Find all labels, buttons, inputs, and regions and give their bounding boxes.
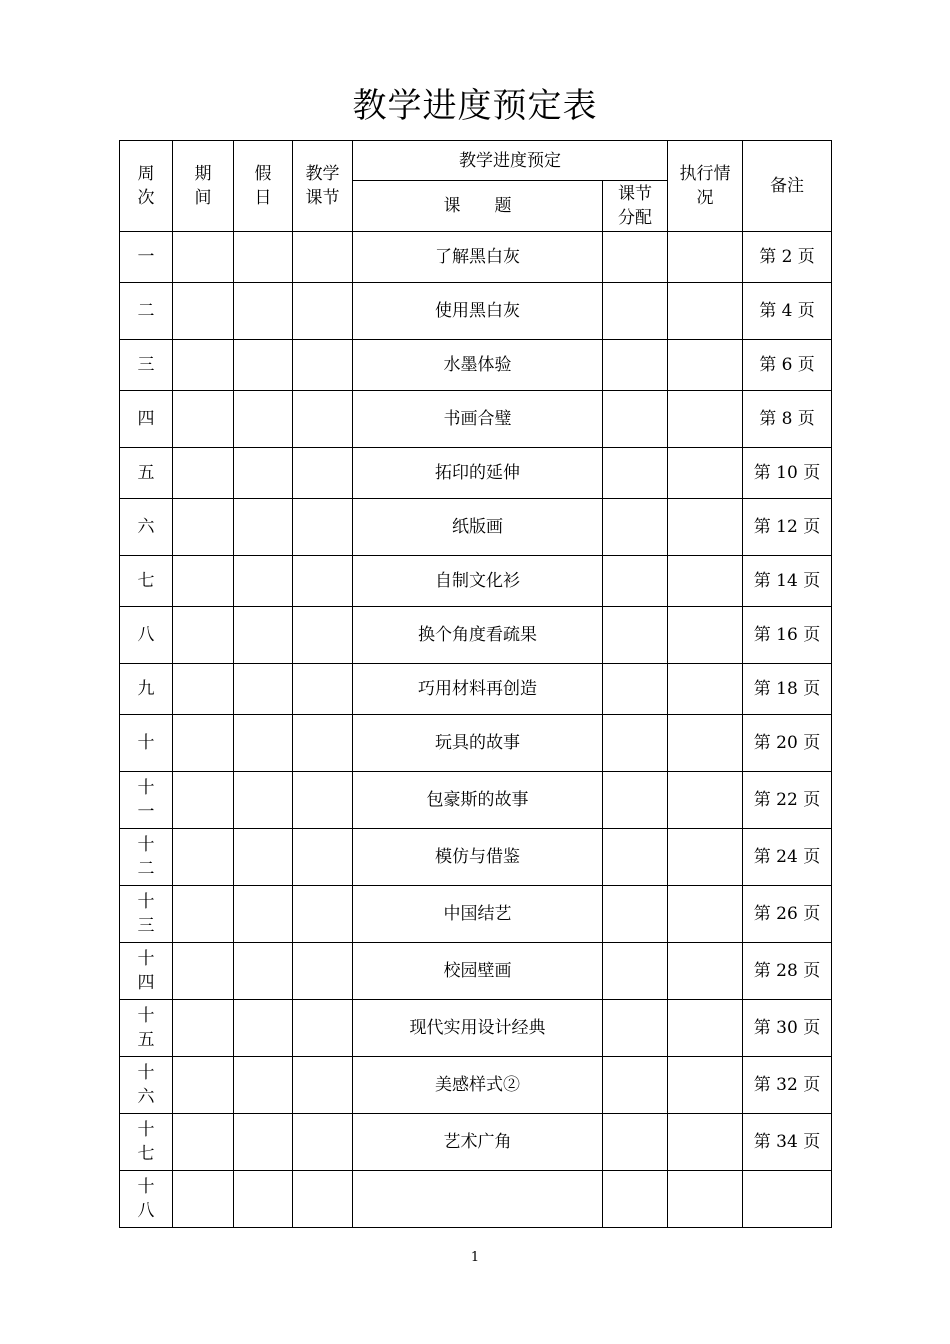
table-row — [120, 829, 832, 886]
table-row — [120, 1000, 832, 1057]
period-cell — [173, 943, 234, 1000]
table-row — [120, 340, 832, 391]
table-row — [120, 1057, 832, 1114]
remark-cell: 第 18 页 — [743, 664, 832, 715]
table-row — [120, 499, 832, 556]
execution-cell — [668, 499, 743, 556]
header-period: 期间 — [173, 141, 234, 232]
week-cell: 五 — [120, 448, 173, 499]
remark-cell: 第 14 页 — [743, 556, 832, 607]
holiday-cell — [234, 607, 293, 664]
lesson-alloc-cell — [603, 772, 668, 829]
teaching-lessons-cell — [293, 1171, 353, 1228]
topic-cell: 了解黑白灰 — [353, 232, 603, 283]
period-cell — [173, 556, 234, 607]
holiday-cell — [234, 1114, 293, 1171]
remark-cell: 第 12 页 — [743, 499, 832, 556]
week-cell: 十六 — [120, 1057, 173, 1114]
period-cell — [173, 664, 234, 715]
teaching-lessons-cell — [293, 391, 353, 448]
execution-cell — [668, 1000, 743, 1057]
topic-cell — [353, 1171, 603, 1228]
holiday-cell — [234, 448, 293, 499]
table-row — [120, 283, 832, 340]
remark-cell: 第 6 页 — [743, 340, 832, 391]
week-cell: 一 — [120, 232, 173, 283]
holiday-cell — [234, 232, 293, 283]
teaching-lessons-cell — [293, 943, 353, 1000]
topic-cell: 美感样式② — [353, 1057, 603, 1114]
period-cell — [173, 715, 234, 772]
remark-cell: 第 34 页 — [743, 1114, 832, 1171]
teaching-lessons-cell — [293, 283, 353, 340]
header-teaching-lessons: 教学课节 — [293, 141, 353, 232]
lesson-alloc-cell — [603, 1114, 668, 1171]
topic-cell: 包豪斯的故事 — [353, 772, 603, 829]
execution-cell — [668, 664, 743, 715]
execution-cell — [668, 943, 743, 1000]
teaching-lessons-cell — [293, 607, 353, 664]
topic-cell: 纸版画 — [353, 499, 603, 556]
topic-cell: 校园壁画 — [353, 943, 603, 1000]
execution-cell — [668, 391, 743, 448]
topic-cell: 拓印的延伸 — [353, 448, 603, 499]
holiday-cell — [234, 664, 293, 715]
table-row — [120, 232, 832, 283]
header-lesson-alloc: 课节分配 — [603, 181, 668, 232]
period-cell — [173, 772, 234, 829]
holiday-cell — [234, 556, 293, 607]
period-cell — [173, 448, 234, 499]
header-topic: 课 题 — [353, 181, 603, 232]
table-row — [120, 1171, 832, 1228]
topic-cell: 玩具的故事 — [353, 715, 603, 772]
week-cell: 十七 — [120, 1114, 173, 1171]
week-cell: 六 — [120, 499, 173, 556]
lesson-alloc-cell — [603, 556, 668, 607]
lesson-alloc-cell — [603, 340, 668, 391]
teaching-lessons-cell — [293, 1057, 353, 1114]
execution-cell — [668, 886, 743, 943]
execution-cell — [668, 1171, 743, 1228]
teaching-lessons-cell — [293, 1114, 353, 1171]
execution-cell — [668, 448, 743, 499]
holiday-cell — [234, 340, 293, 391]
lesson-alloc-cell — [603, 715, 668, 772]
lesson-alloc-cell — [603, 1057, 668, 1114]
week-cell: 三 — [120, 340, 173, 391]
week-cell: 七 — [120, 556, 173, 607]
remark-cell: 第 8 页 — [743, 391, 832, 448]
period-cell — [173, 499, 234, 556]
lesson-alloc-cell — [603, 448, 668, 499]
period-cell — [173, 283, 234, 340]
table-row — [120, 772, 832, 829]
remark-cell: 第 20 页 — [743, 715, 832, 772]
holiday-cell — [234, 715, 293, 772]
execution-cell — [668, 232, 743, 283]
week-cell: 十 — [120, 715, 173, 772]
week-cell: 十一 — [120, 772, 173, 829]
table-row — [120, 664, 832, 715]
holiday-cell — [234, 391, 293, 448]
holiday-cell — [234, 1171, 293, 1228]
holiday-cell — [234, 943, 293, 1000]
week-cell: 二 — [120, 283, 173, 340]
teaching-lessons-cell — [293, 448, 353, 499]
period-cell — [173, 1057, 234, 1114]
teaching-lessons-cell — [293, 772, 353, 829]
table-row — [120, 715, 832, 772]
lesson-alloc-cell — [603, 232, 668, 283]
lesson-alloc-cell — [603, 1171, 668, 1228]
topic-cell: 换个角度看疏果 — [353, 607, 603, 664]
holiday-cell — [234, 886, 293, 943]
topic-cell: 使用黑白灰 — [353, 283, 603, 340]
execution-cell — [668, 556, 743, 607]
teaching-lessons-cell — [293, 556, 353, 607]
holiday-cell — [234, 829, 293, 886]
page-title: 教学进度预定表 — [352, 86, 598, 126]
period-cell — [173, 1114, 234, 1171]
week-cell: 十三 — [120, 886, 173, 943]
table-row — [120, 1114, 832, 1171]
remark-cell: 第 24 页 — [743, 829, 832, 886]
remark-cell: 第 28 页 — [743, 943, 832, 1000]
week-cell: 十二 — [120, 829, 173, 886]
remark-cell: 第 16 页 — [743, 607, 832, 664]
period-cell — [173, 886, 234, 943]
execution-cell — [668, 607, 743, 664]
teaching-lessons-cell — [293, 340, 353, 391]
holiday-cell — [234, 283, 293, 340]
table-row — [120, 886, 832, 943]
lesson-alloc-cell — [603, 391, 668, 448]
teaching-lessons-cell — [293, 829, 353, 886]
holiday-cell — [234, 772, 293, 829]
remark-cell: 第 10 页 — [743, 448, 832, 499]
execution-cell — [668, 1057, 743, 1114]
teaching-lessons-cell — [293, 715, 353, 772]
remark-cell: 第 30 页 — [743, 1000, 832, 1057]
execution-cell — [668, 1114, 743, 1171]
table-row — [120, 391, 832, 448]
lesson-alloc-cell — [603, 664, 668, 715]
table-row — [120, 943, 832, 1000]
header-holiday: 假日 — [234, 141, 293, 232]
topic-cell: 现代实用设计经典 — [353, 1000, 603, 1057]
teaching-lessons-cell — [293, 232, 353, 283]
lesson-alloc-cell — [603, 886, 668, 943]
teaching-lessons-cell — [293, 1000, 353, 1057]
holiday-cell — [234, 1000, 293, 1057]
execution-cell — [668, 715, 743, 772]
remark-cell: 第 4 页 — [743, 283, 832, 340]
table-row — [120, 607, 832, 664]
execution-cell — [668, 829, 743, 886]
period-cell — [173, 340, 234, 391]
table-row — [120, 448, 832, 499]
schedule-table — [119, 140, 832, 1228]
table-row — [120, 556, 832, 607]
period-cell — [173, 1171, 234, 1228]
week-cell: 十四 — [120, 943, 173, 1000]
execution-cell — [668, 772, 743, 829]
remark-cell: 第 2 页 — [743, 232, 832, 283]
period-cell — [173, 232, 234, 283]
remark-cell: 第 22 页 — [743, 772, 832, 829]
period-cell — [173, 607, 234, 664]
teaching-lessons-cell — [293, 664, 353, 715]
teaching-lessons-cell — [293, 886, 353, 943]
topic-cell: 书画合璧 — [353, 391, 603, 448]
week-cell: 四 — [120, 391, 173, 448]
lesson-alloc-cell — [603, 283, 668, 340]
page-number: 1 — [470, 1250, 480, 1265]
header-plan-group: 教学进度预定 — [353, 141, 668, 181]
header-week: 周次 — [120, 141, 173, 232]
topic-cell: 自制文化衫 — [353, 556, 603, 607]
lesson-alloc-cell — [603, 499, 668, 556]
remark-cell — [743, 1171, 832, 1228]
remark-cell: 第 32 页 — [743, 1057, 832, 1114]
topic-cell: 巧用材料再创造 — [353, 664, 603, 715]
week-cell: 八 — [120, 607, 173, 664]
execution-cell — [668, 340, 743, 391]
week-cell: 十五 — [120, 1000, 173, 1057]
lesson-alloc-cell — [603, 943, 668, 1000]
period-cell — [173, 829, 234, 886]
week-cell: 十八 — [120, 1171, 173, 1228]
topic-cell: 模仿与借鉴 — [353, 829, 603, 886]
topic-cell: 水墨体验 — [353, 340, 603, 391]
header-execution: 执行情况 — [668, 141, 743, 232]
lesson-alloc-cell — [603, 829, 668, 886]
remark-cell: 第 26 页 — [743, 886, 832, 943]
teaching-lessons-cell — [293, 499, 353, 556]
lesson-alloc-cell — [603, 1000, 668, 1057]
execution-cell — [668, 283, 743, 340]
period-cell — [173, 391, 234, 448]
holiday-cell — [234, 499, 293, 556]
week-cell: 九 — [120, 664, 173, 715]
header-remarks: 备注 — [743, 141, 832, 232]
topic-cell: 中国结艺 — [353, 886, 603, 943]
holiday-cell — [234, 1057, 293, 1114]
lesson-alloc-cell — [603, 607, 668, 664]
period-cell — [173, 1000, 234, 1057]
topic-cell: 艺术广角 — [353, 1114, 603, 1171]
